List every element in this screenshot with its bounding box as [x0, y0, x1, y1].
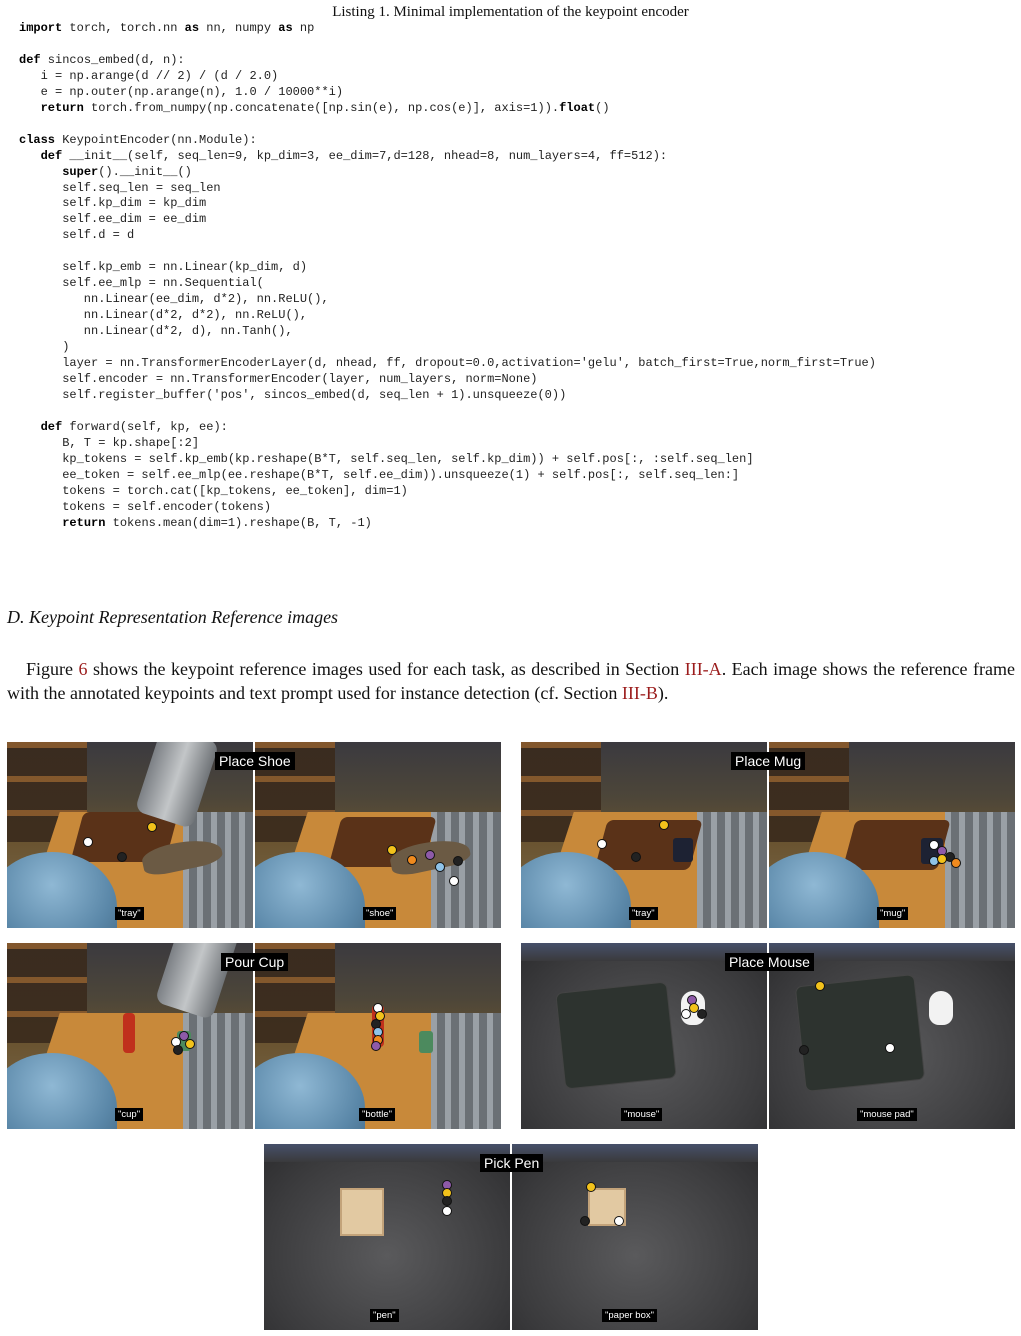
keypoint-black — [697, 1009, 707, 1019]
keypoint-blue — [435, 862, 445, 872]
keypoint-yellow — [147, 822, 157, 832]
panel-place-shoe — [7, 742, 501, 928]
prompt-label: "tray" — [115, 907, 144, 920]
keypoint-orange — [951, 858, 961, 868]
image-paper-box-reference — [512, 1144, 758, 1330]
prompt-label: "tray" — [629, 907, 658, 920]
keypoint-black — [173, 1045, 183, 1055]
panel-title: Pour Cup — [221, 953, 288, 971]
keypoint-white — [681, 1009, 691, 1019]
panel-place-mouse — [521, 943, 1015, 1129]
panel-place-mug — [521, 742, 1015, 928]
body-paragraph: Figure 6 shows the keypoint reference images used for each task, as described in Section III-A. Each image shows the reference frame with the annotated keypoints and text prompt used for instance detection (cf. Section III-B). — [7, 659, 1015, 703]
listing-caption: Listing 1. Minimal implementation of the keypoint encoder — [332, 4, 689, 20]
code-listing: import torch, torch.nn as nn, numpy as np def sincos_embed(d, n): i = np.arange(d // 2) / (d / 2.0) e = np.outer(np.arange(n), 1.0 / 10000**i) return torch.from_numpy(np.concatenate([np.sin(e), np.cos(e)], axis=1)).float() class KeypointEncoder(nn.Module): def __init__(self, seq_len=9, kp_dim=3, ee_dim=7,d=128, nhead=8, num_layers=4, ff=512): super().__init__() self.seq_len = seq_len self.kp_dim = kp_dim self.ee_dim = ee_dim self.d = d self.kp_emb = nn.Linear(kp_dim, d) self.ee_mlp = nn.Sequential( nn.Linear(ee_dim, d*2), nn.ReLU(), nn.Linear(d*2, d*2), nn.ReLU(), nn.Linear(d*2, d), nn.Tanh(), ) layer = nn.TransformerEncoderLayer(d, nhead, ff, dropout=0.0,activation='gelu', batch_first=True,norm_first=True) self.encoder = nn.TransformerEncoder(layer, num_layers, norm=None) self.register_buffer('pos', sincos_embed(d, seq_len + 1).unsqueeze(0)) def forward(self, kp, ee): B, T = kp.shape[:2] kp_tokens = self.kp_emb(kp.reshape(B*T, self.seq_len, self.kp_dim)) + self.pos[:, :self.seq_len] ee_token = self.ee_mlp(ee.reshape(B*T, self.ee_dim)).unsqueeze(1) + self.pos[:, self.seq_len:] tokens = torch.cat([kp_tokens, ee_token], dim=1) tokens = self.encoder(tokens) return tokens.mean(dim=1).reshape(B, T, -1) — [19, 21, 876, 530]
panel-title: Place Shoe — [215, 752, 295, 770]
section-heading: D. Keypoint Representation Reference images — [7, 607, 339, 627]
prompt-label: "mouse pad" — [857, 1108, 917, 1121]
keypoint-black — [631, 852, 641, 862]
prompt-label: "cup" — [115, 1108, 143, 1121]
keypoint-white — [83, 837, 93, 847]
keypoint-yellow — [387, 845, 397, 855]
keypoint-black — [580, 1216, 590, 1226]
keypoint-white — [597, 839, 607, 849]
panel-pour-cup — [7, 943, 501, 1129]
keypoint-yellow — [815, 981, 825, 991]
keypoint-black — [117, 852, 127, 862]
prompt-label: "mug" — [877, 907, 908, 920]
keypoint-yellow — [937, 854, 947, 864]
section-link-iii-a[interactable]: III-A — [684, 659, 722, 679]
panel-pick-pen — [264, 1144, 758, 1330]
panel-title: Pick Pen — [480, 1154, 543, 1172]
prompt-label: "shoe" — [363, 907, 396, 920]
panel-title: Place Mouse — [725, 953, 814, 971]
keypoint-black — [442, 1196, 452, 1206]
section-link-iii-b[interactable]: III-B — [621, 683, 658, 703]
keypoint-purple — [371, 1041, 381, 1051]
image-bottle-reference — [255, 943, 501, 1129]
image-mug-reference — [769, 742, 1015, 928]
keypoint-white — [614, 1216, 624, 1226]
figure-link[interactable]: 6 — [78, 659, 88, 679]
keypoint-white — [449, 876, 459, 886]
keypoint-black — [453, 856, 463, 866]
keypoint-orange — [407, 855, 417, 865]
prompt-label: "paper box" — [602, 1309, 657, 1322]
prompt-label: "mouse" — [621, 1108, 662, 1121]
image-pen-reference — [264, 1144, 510, 1330]
keypoint-white — [442, 1206, 452, 1216]
keypoint-white — [885, 1043, 895, 1053]
prompt-label: "bottle" — [359, 1108, 395, 1121]
keypoint-black — [799, 1045, 809, 1055]
panel-title: Place Mug — [731, 752, 805, 770]
keypoint-yellow — [659, 820, 669, 830]
keypoint-purple — [425, 850, 435, 860]
keypoint-yellow — [586, 1182, 596, 1192]
keypoint-yellow — [185, 1039, 195, 1049]
prompt-label: "pen" — [370, 1309, 399, 1322]
image-cup-reference — [7, 943, 253, 1129]
